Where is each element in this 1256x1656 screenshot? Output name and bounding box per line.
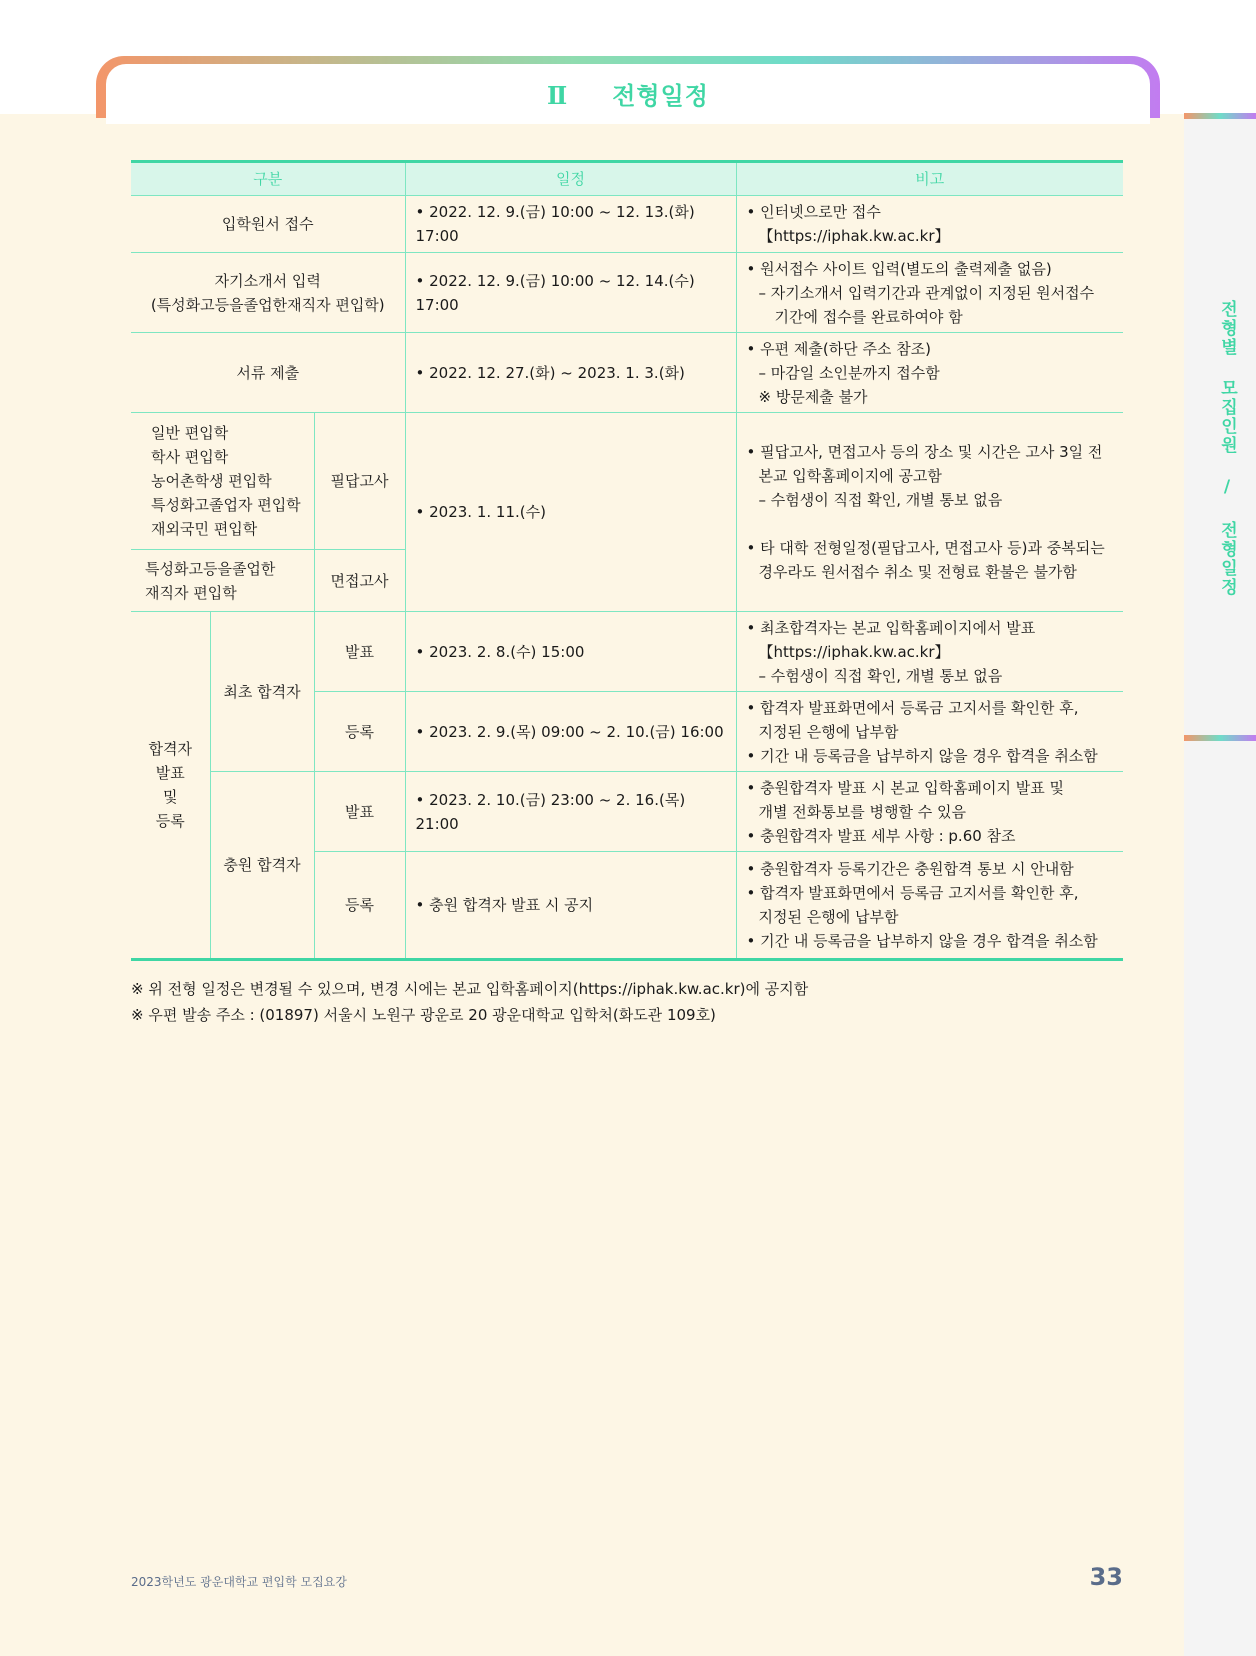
table-row [131, 772, 1123, 852]
page-number: 33 [1089, 1563, 1123, 1591]
announce-label: 발표 [314, 772, 405, 852]
row-category-interview: 특성화고등을졸업한 재직자 편입학 [131, 550, 314, 612]
table-row [131, 333, 1123, 413]
row-date: • 2022. 12. 9.(금) 10:00 ~ 12. 13.(화) 17:00 [405, 196, 736, 253]
first-admits-label: 최초 합격자 [210, 612, 314, 772]
schedule-table [131, 160, 1123, 961]
row-notes: • 우편 제출(하단 주소 참조) – 마감일 소인분까지 접수함 ※ 방문제출 불가 [736, 333, 1123, 413]
row-category: 자기소개서 입력 (특성화고등을졸업한재직자 편입학) [131, 253, 405, 333]
row-date: • 2023. 2. 8.(수) 15:00 [405, 612, 736, 692]
row-date: • 2023. 2. 10.(금) 23:00 ~ 2. 16.(목) 21:00 [405, 772, 736, 852]
chapter-number: Ⅱ [547, 81, 569, 110]
side-section-label: 전형별 모집인원 / 전형일정 [1217, 300, 1237, 597]
table-row [131, 196, 1123, 253]
row-notes: • 원서접수 사이트 입력(별도의 출력제출 없음) – 자기소개서 입력기간과 관계없이 지정된 원서접수 기간에 접수를 완료하여야 함 [736, 253, 1123, 333]
row-notes: • 충원합격자 발표 시 본교 입학홈페이지 발표 및 개별 전화통보를 병행할 수 있음 • 충원합격자 발표 세부 사항 : p.60 참조 [736, 772, 1123, 852]
footnote: ※ 위 전형 일정은 변경될 수 있으며, 변경 시에는 본교 입학홈페이지(https://iphak.kw.ac.kr)에 공지함 [131, 980, 809, 998]
table-row [131, 253, 1123, 333]
chapter-title: 전형일정 [612, 82, 709, 110]
row-notes: • 최초합격자는 본교 입학홈페이지에서 발표 【https://iphak.kw.ac.kr】 – 수험생이 직접 확인, 개별 통보 없음 [736, 612, 1123, 692]
footnote: ※ 우편 발송 주소 : (01897) 서울시 노원구 광운로 20 광운대학교 입학처(화도관 109호) [131, 1006, 716, 1024]
page-title [0, 76, 1256, 111]
table-row [131, 612, 1123, 692]
extra-admits-label: 충원 합격자 [210, 772, 314, 960]
side-bar-accent-mid [1184, 735, 1256, 741]
row-category: 입학원서 접수 [131, 196, 405, 253]
written-exam-label: 필답고사 [314, 413, 405, 550]
row-category: 서류 제출 [131, 333, 405, 413]
row-date: • 2022. 12. 9.(금) 10:00 ~ 12. 14.(수) 17:00 [405, 253, 736, 333]
row-notes: • 충원합격자 등록기간은 충원합격 통보 시 안내함 • 합격자 발표화면에서 등록금 고지서를 확인한 후, 지정된 은행에 납부함 • 기간 내 등록금을 납부하지 않을 경우 합격을 취소함 [736, 852, 1123, 960]
register-label: 등록 [314, 692, 405, 772]
row-date: • 2023. 2. 9.(목) 09:00 ~ 2. 10.(금) 16:00 [405, 692, 736, 772]
interview-exam-label: 면접고사 [314, 550, 405, 612]
side-bar-accent-top [1184, 113, 1256, 119]
row-notes: • 합격자 발표화면에서 등록금 고지서를 확인한 후, 지정된 은행에 납부함 • 기간 내 등록금을 납부하지 않을 경우 합격을 취소함 [736, 692, 1123, 772]
header-date: 일정 [405, 162, 736, 196]
row-notes: • 인터넷으로만 접수 【https://iphak.kw.ac.kr】 [736, 196, 1123, 253]
register-label: 등록 [314, 852, 405, 960]
row-date: • 2023. 1. 11.(수) [405, 413, 736, 612]
announce-label: 발표 [314, 612, 405, 692]
footer-doc-title: 2023학년도 광운대학교 편입학 모집요강 [131, 1575, 347, 1589]
table-row [131, 413, 1123, 550]
result-category: 합격자 발표 및 등록 [131, 612, 210, 960]
footnotes [131, 976, 808, 1028]
table-header-row [131, 162, 1123, 196]
row-category-written: 일반 편입학 학사 편입학 농어촌학생 편입학 특성화고졸업자 편입학 재외국민 편입학 [131, 413, 314, 550]
row-date: • 충원 합격자 발표 시 공지 [405, 852, 736, 960]
row-date: • 2022. 12. 27.(화) ~ 2023. 1. 3.(화) [405, 333, 736, 413]
header-category: 구분 [131, 162, 405, 196]
header-notes: 비고 [736, 162, 1123, 196]
row-notes: • 필답고사, 면접고사 등의 장소 및 시간은 고사 3일 전 본교 입학홈페이지에 공고함 – 수험생이 직접 확인, 개별 통보 없음 • 타 대학 전형일정(필답고사, 면접고사 등)과 중복되는 경우라도 원서접수 취소 및 전형료 환불은 불가함 [736, 413, 1123, 612]
